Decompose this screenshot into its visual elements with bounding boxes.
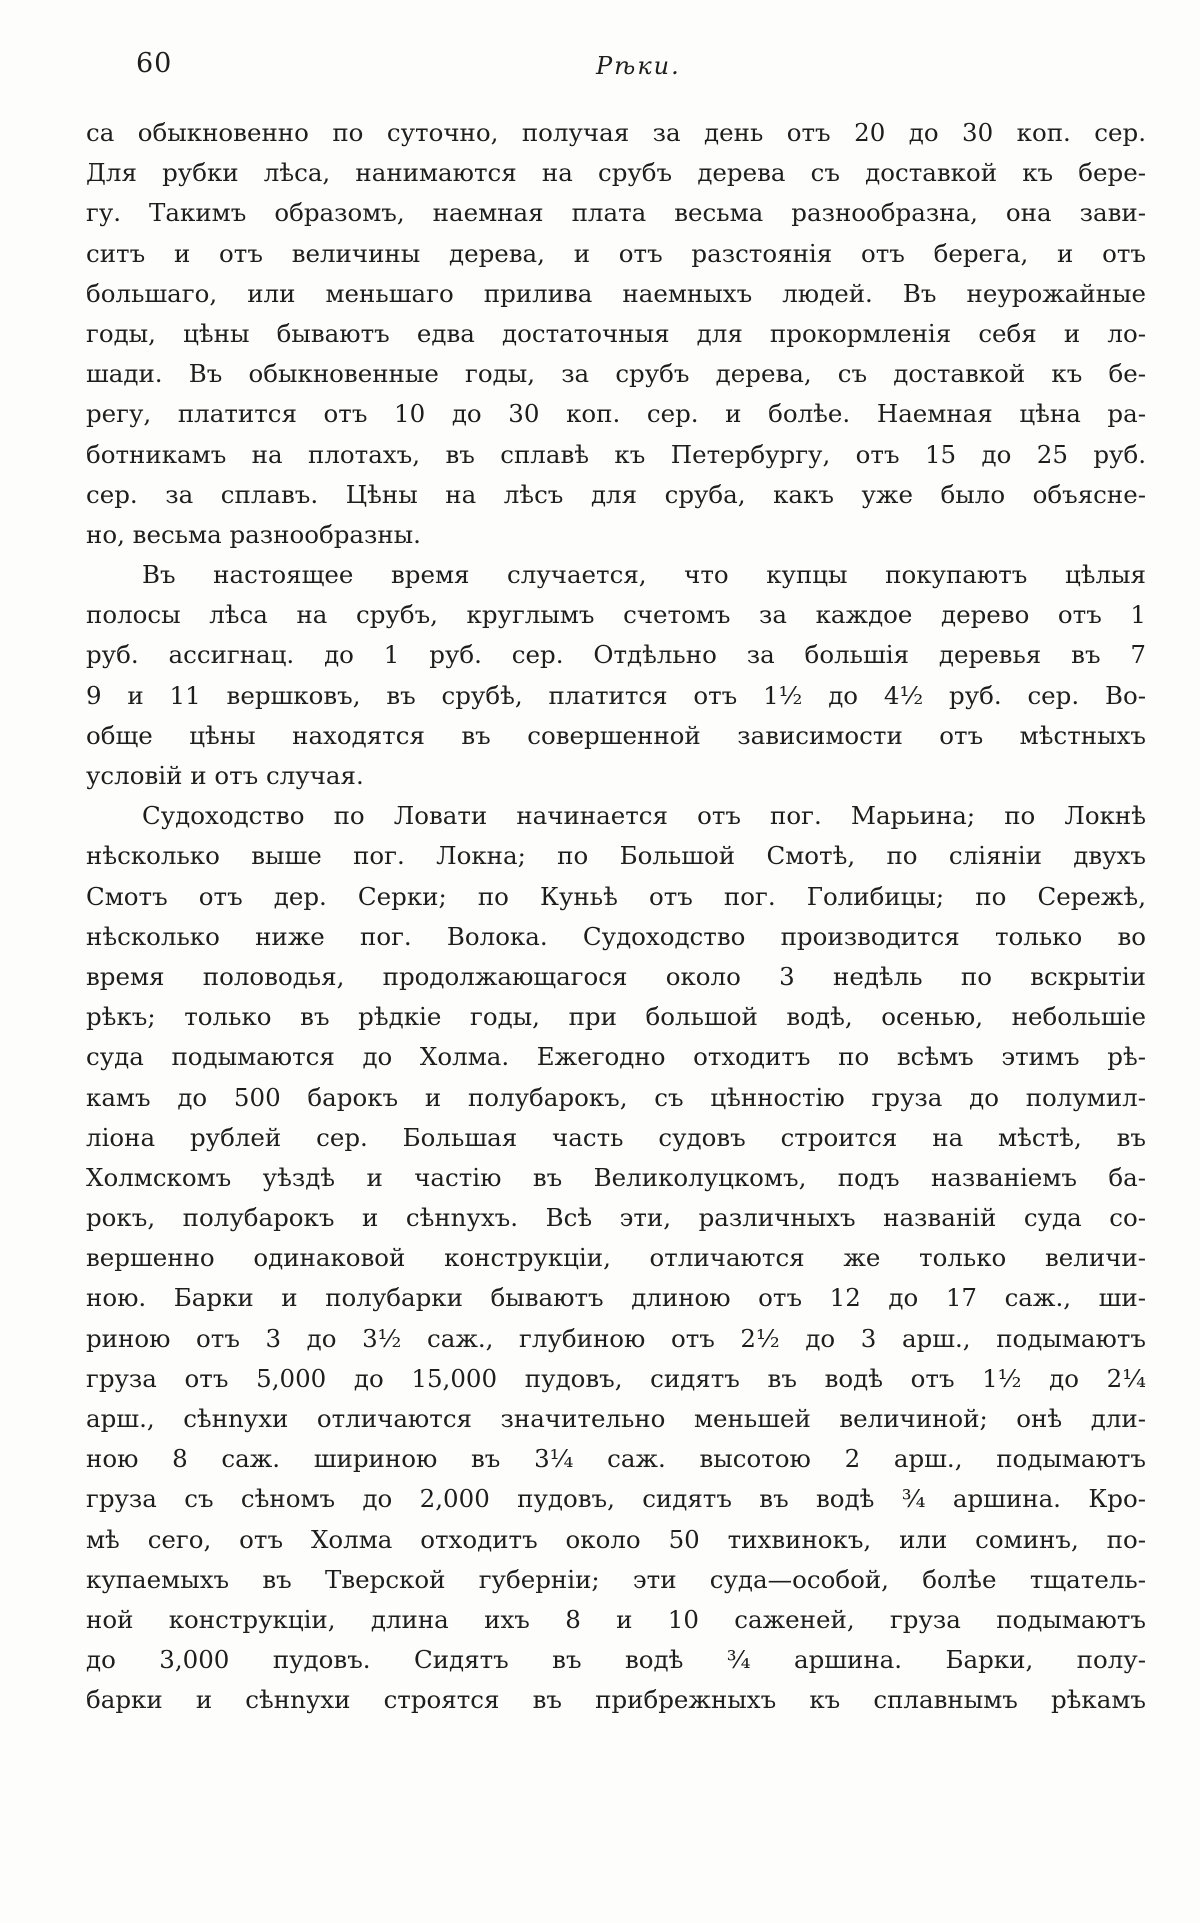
text-line: Смотъ отъ дер. Серки; по Куньѣ отъ пог. Голибицы; по Сережѣ, [86,881,1146,911]
body-text [86,113,1146,1721]
text-line: ной конструкціи, длина ихъ 8 и 10 саженей, груза подымаютъ [86,1604,1146,1634]
text-line: но, весьма разнообразны. [86,519,421,549]
text-line: руб. ассигнац. до 1 руб. сер. Отдѣльно за большія деревья въ 7 [86,640,1146,670]
text-line: нѣсколько ниже пог. Волока. Судоходство производится только во [86,921,1146,951]
text-line: годы, цѣны бываютъ едва достаточныя для прокормленія себя и ло- [86,318,1146,348]
text-line: арш., сѣнnухи отличаются значительно меньшей величиной; онѣ дли- [86,1404,1146,1433]
text-line: купаемыхъ въ Тверской губерніи; эти суда—особой, болѣе тщатель- [86,1564,1146,1594]
text-line: вершенно одинаковой конструкціи, отличаются же только величи- [86,1243,1146,1273]
text-line: барки и сѣнnухи строятся въ прибрежныхъ къ сплавнымъ рѣкамъ [86,1685,1146,1715]
text-line: большаго, или меньшаго прилива наемныхъ людей. Въ неурожайные [86,278,1146,308]
text-line: ліона рублей сер. Большая часть судовъ строится на мѣстѣ, въ [86,1122,1146,1152]
text-line: шади. Въ обыкновенные годы, за срубъ дерева, съ доставкой къ бе- [86,359,1146,389]
text-line: рѣкъ; только въ рѣдкіе годы, при большой водѣ, осенью, небольшіе [86,1002,1146,1032]
text-line: Въ настоящее время случается, что купцы покупаютъ цѣлыя [142,560,1146,590]
page-number: 60 [136,48,173,79]
text-line: до 3,000 пудовъ. Сидятъ въ водѣ ¾ аршина. Барки, полу- [86,1645,1146,1675]
text-line: время половодья, продолжающагося около 3 недѣль по вскрытіи [86,961,1146,991]
text-line: Холмскомъ уѣздѣ и частію въ Великолуцкомъ, подъ названіемъ ба- [86,1162,1146,1192]
text-line: са обыкновенно по суточно, получая за день отъ 20 до 30 коп. сер. [86,118,1146,147]
text-line: гу. Такимъ образомъ, наемная плата весьма разнообразна, она зави- [86,198,1146,228]
text-line: мѣ сего, отъ Холма отходитъ около 50 тихвинокъ, или соминъ, по- [86,1524,1146,1554]
text-line: регу, платится отъ 10 до 30 коп. сер. и болѣе. Наемная цѣна ра- [86,399,1146,429]
page-header [136,48,1146,88]
text-line: ситъ и отъ величины дерева, и отъ разстоянія отъ берега, и отъ [86,238,1146,268]
text-line: условій и отъ случая. [86,761,364,790]
text-line: ною 8 саж. шириною въ 3¼ саж. высотою 2 арш., подымаютъ [86,1444,1146,1474]
running-title: Рѣки. [596,52,681,80]
text-line: нѣсколько выше пог. Локна; по Большой Смотѣ, по сліяніи двухъ [86,841,1146,871]
text-line: ною. Барки и полубарки бываютъ длиною отъ 12 до 17 саж., ши- [86,1283,1146,1313]
text-line: груза съ сѣномъ до 2,000 пудовъ, сидятъ въ водѣ ¾ аршина. Кро- [86,1484,1146,1514]
text-line: суда подымаются до Холма. Ежегодно отходитъ по всѣмъ этимъ рѣ- [86,1042,1146,1072]
text-line: сер. за сплавъ. Цѣны на лѣсъ для сруба, какъ уже было объясне- [86,479,1146,509]
text-line: Судоходство по Ловати начинается отъ пог. Марьина; по Локнѣ [142,801,1146,831]
text-line: груза отъ 5,000 до 15,000 пудовъ, сидятъ въ водѣ отъ 1½ до 2¼ [86,1363,1146,1393]
text-line: полосы лѣса на срубъ, круглымъ счетомъ за каждое дерево отъ 1 [86,600,1146,630]
text-line: 9 и 11 вершковъ, въ срубѣ, платится отъ 1½ до 4½ руб. сер. Во- [86,680,1146,710]
text-line: Для рубки лѣса, нанимаются на срубъ дерева съ доставкой къ бере- [86,158,1146,188]
text-line: риною отъ 3 до 3½ саж., глубиною отъ 2½ до 3 арш., подымаютъ [86,1323,1146,1353]
text-line: камъ до 500 барокъ и полубарокъ, съ цѣнностію груза до полумил- [86,1082,1146,1112]
text-line: рокъ, полубарокъ и сѣнnухъ. Всѣ эти, различныхъ названій суда со- [86,1203,1146,1233]
text-line: обще цѣны находятся въ совершенной зависимости отъ мѣстныхъ [86,720,1146,750]
text-line: ботникамъ на плотахъ, въ сплавѣ къ Петербургу, отъ 15 до 25 руб. [86,439,1146,469]
